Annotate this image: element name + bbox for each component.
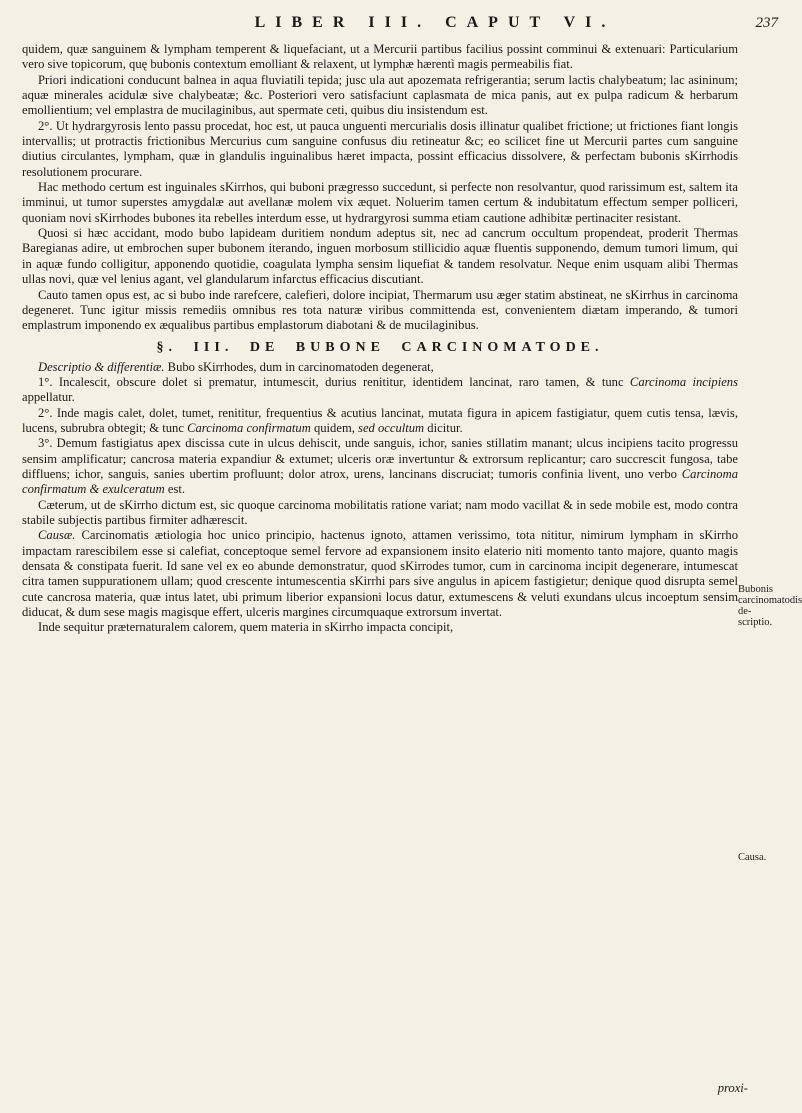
paragraph: Quosi si hæc accidant, modo bubo lapideam duritiem nondum adeptus sit, nec ad cancrum occultum propendeat, proderit Thermas Baregianas adire, ut embrochen super bubonem iterando, inguen morbosum stillicidio aquæ fluentis supponendo, demum tumori limum, qui in aquæ fundo colligitur, apponendo quotidie, coagulata lympha sensim liquefiat & tandem resolvatur. Neque enim usquam alibi Thermas ullas novi, quæ vel lenius agant, vel glandularum infarctus efficacius discutiant. — [22, 226, 738, 287]
book-page — [22, 14, 802, 1104]
paragraph: Causæ. Carcinomatis ætiologia hoc unico principio, hactenus ignoto, attamen verissimo, tota nititur, nimirum lympham in sKirrho impactam rarescibilem esse si calefiat, conceptoque semel fervore ad expansionem insito elaterio niti momento tanto majore, quanto magis densata & constipata fuerit. Id sane vel ex eo abunde demonstratur, quod sKirrodes tumor, cum in carcinoma incipit degenerare, intumescat citra tamen suppurationem ullam; quod crescente intumescentia sKirrhi pars sive angulus in apicem fastigietur; denique quod disrupta semel cute cancrosa materia, quæ intus latet, ubi primum liberior expansioni locus datur, extumescens & veluti exundans ulcus incoeptum sensim diducat, & dum sese magis magisque effert, ulceris margines circumquaque extrorsum invertat. — [22, 528, 738, 620]
running-head — [22, 14, 778, 36]
text-body — [22, 42, 738, 636]
section-number: §. III. — [156, 339, 234, 355]
paragraph: 2°. Inde magis calet, dolet, tumet, renititur, frequentius & acutius lancinat, mutata figura in apicem fastigiatur, quem cutis tensa, lævis, lucens, subrubra obtegit; & tunc Carcinoma confirmatum quidem, sed occultum dicitur. — [22, 405, 738, 435]
paragraph: Cauto tamen opus est, ac si bubo inde rarefcere, calefieri, dolore incipiat, Thermarum usu æger statim abstineat, ne sKirrhus in carcinoma degeneret. Tunc igitur missis remediis omnibus res tota naturæ viribus committenda est, convenientem diætam imperando, & tumori emplastrum imponendo ex æqualibus partibus emplastorum diabotani & de mucilaginibus. — [22, 287, 738, 333]
paragraph: Inde sequitur præternaturalem calorem, quem materia in sKirrho impacta concipit, — [38, 620, 454, 635]
margin-note: Bubonis carcinomatodis de-scriptio. — [738, 584, 802, 628]
running-head-title: LIBER III. CAPUT VI. — [254, 14, 616, 31]
paragraph: Descriptio & differentiæ. Bubo sKirrhodes, dum in carcinomatoden degenerat, — [38, 359, 434, 374]
paragraph-lead: Descriptio & differentiæ. — [38, 359, 165, 374]
paragraph: Cæterum, ut de sKirrho dictum est, sic quoque carcinoma mobilitatis ratione variat; nam modo vacillat & in sede mobile est, modo contra stabile subjectis partibus firmiter adhærescit. — [22, 497, 738, 527]
paragraph: Priori indicationi conducunt balnea in aqua fluviatili tepida; jusc ula aut apozemata refrigerantia; serum lactis chalybeatum; lac asininum; aquæ minerales acidulæ sive chalybeatæ; &c. Posteriori vero satisfaciunt caplasmata de mica panis, aut ex pulpa radicum & herbarum emollientium; vel emplastra de mucilaginibus, aut spermate ceti, quibus diu insistendum est. — [22, 72, 738, 118]
section-title: DE BUBONE CARCINOMATODE. — [249, 339, 604, 355]
paragraph: 1°. Incalescit, obscure dolet si prematur, intumescit, durius renititur, identidem lancinat, raro tamen, & tunc Carcinoma incipiens appellatur. — [22, 374, 738, 405]
paragraph-lead: Causæ. — [38, 528, 76, 543]
paragraph: 3°. Demum fastigiatus apex discissa cute in ulcus dehiscit, unde sanguis, ichor, sanies stillatim manant; ulcus incipiens tacito progressu sensim amplificatur; cancrosa materia expandiur & extumet; ulceris oræ invertuntur & extrorsum replicantur; caro succrescit fungosa, tabe diffluens; ichor, sanguis, sanies ubertim profluunt; dolor atrox, urens, lancinans discruciat; tumoris confinia livent, uno verbo Carcinoma confirmatum & exulceratum est. — [22, 436, 738, 497]
page-number: 237 — [755, 15, 778, 31]
paragraph: Hac methodo certum est inguinales sKirrhos, qui buboni prægresso succedunt, si perfecte non resolvantur, quod rarissimum est, saltem ita imminui, ut tumor superstes amygdalæ aut avellanæ molem vix æquet. Noluerim tamen certum & indubitatum effectum semper polliceri, quoniam novi sKirrhodes bubones ita rebelles interdum esse, ut hydrargyrosi summa etiam cautione adhibitæ pertinaciter resistant. — [22, 180, 738, 225]
paragraph: 2°. Ut hydrargyrosis lento passu procedat, hoc est, ut pauca unguenti mercurialis dosis illinatur qualibet frictione; ut frictiones fiant longis intervallis; ut protractis frictionibus Mercurius cum sanguine confusus diu retineatur &c; eo scilicet fine ut Mercurii partes cum sanguine diutius circulantes, lympham, quæ in glandulis inguinalibus hæret impacta, possint efficacius dissolvere, & perfectam bubonis sKirrhodis resolutionem procurare. — [22, 118, 738, 179]
catchword: proxi- — [717, 1081, 748, 1095]
margin-note: Causa. — [738, 852, 767, 863]
section-heading — [22, 340, 738, 356]
paragraph: quidem, quæ sanguinem & lympham temperent & liquefaciant, ut a Mercurii partibus facilius possint comminui & extenuari: Particularium vero sive topicorum, quę bubonis contextum emolliant & relaxent, ut lymphæ hærentì magis permeabilis fiat. — [22, 42, 738, 72]
